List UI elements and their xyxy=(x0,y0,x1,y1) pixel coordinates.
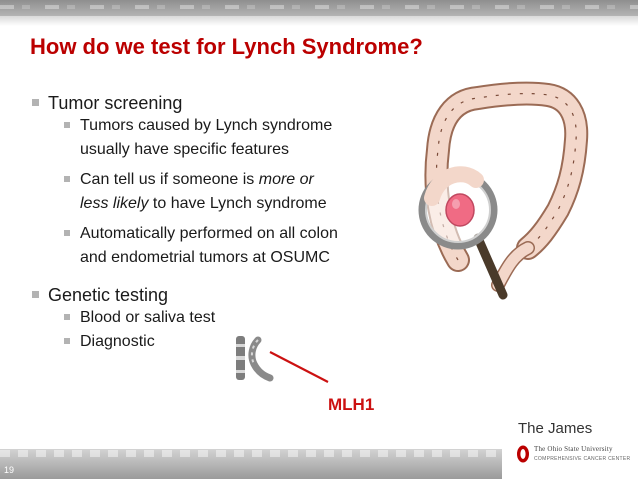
sub-bullet-diagnostic: Diagnostic xyxy=(62,330,410,354)
sub-bullet-blood-saliva: Blood or saliva test xyxy=(62,306,410,330)
osu-name: The Ohio State University xyxy=(534,445,613,453)
pointer-line xyxy=(270,352,328,382)
sub-bullet-line: Tumors caused by Lynch syndrome xyxy=(80,117,333,134)
bullet-tumor-screening: Tumor screening xyxy=(30,92,410,114)
sub-bullet-specific-features xyxy=(62,114,410,162)
cancer-center-name: COMPREHENSIVE CANCER CENTER xyxy=(534,456,631,462)
osu-block-o-icon xyxy=(516,444,530,464)
bottom-decorative-band xyxy=(0,449,502,479)
the-james-logo: The James xyxy=(518,420,593,437)
tumor-icon xyxy=(446,194,474,226)
chromosome-icon xyxy=(236,336,270,380)
bullet-list xyxy=(30,92,410,354)
emphasis-text: more or xyxy=(258,171,314,188)
gene-label: MLH1 xyxy=(328,395,375,414)
bullet-genetic-testing: Genetic testing xyxy=(30,284,410,306)
page-number: 19 xyxy=(4,465,15,475)
sub-bullet-line: Automatically performed on all colon xyxy=(80,225,338,242)
magnifying-glass-icon xyxy=(422,174,503,295)
sub-bullet-line: usually have specific features xyxy=(80,141,289,158)
emphasis-text: less likely xyxy=(80,195,149,212)
sub-bullet-automatically-performed xyxy=(62,222,410,270)
top-shadow xyxy=(0,16,638,26)
sub-bullet-line: Can tell us if someone is xyxy=(80,171,259,188)
slide-title: How do we test for Lynch Syndrome? xyxy=(30,34,423,59)
sub-bullet-line: to have Lynch syndrome xyxy=(148,195,327,212)
sub-bullet-more-or-less-likely xyxy=(62,168,410,216)
sub-bullet-line: and endometrial tumors at OSUMC xyxy=(80,249,330,266)
colon-illustration xyxy=(418,80,598,305)
chromosome-figure xyxy=(228,330,398,420)
top-decorative-band xyxy=(0,0,638,16)
